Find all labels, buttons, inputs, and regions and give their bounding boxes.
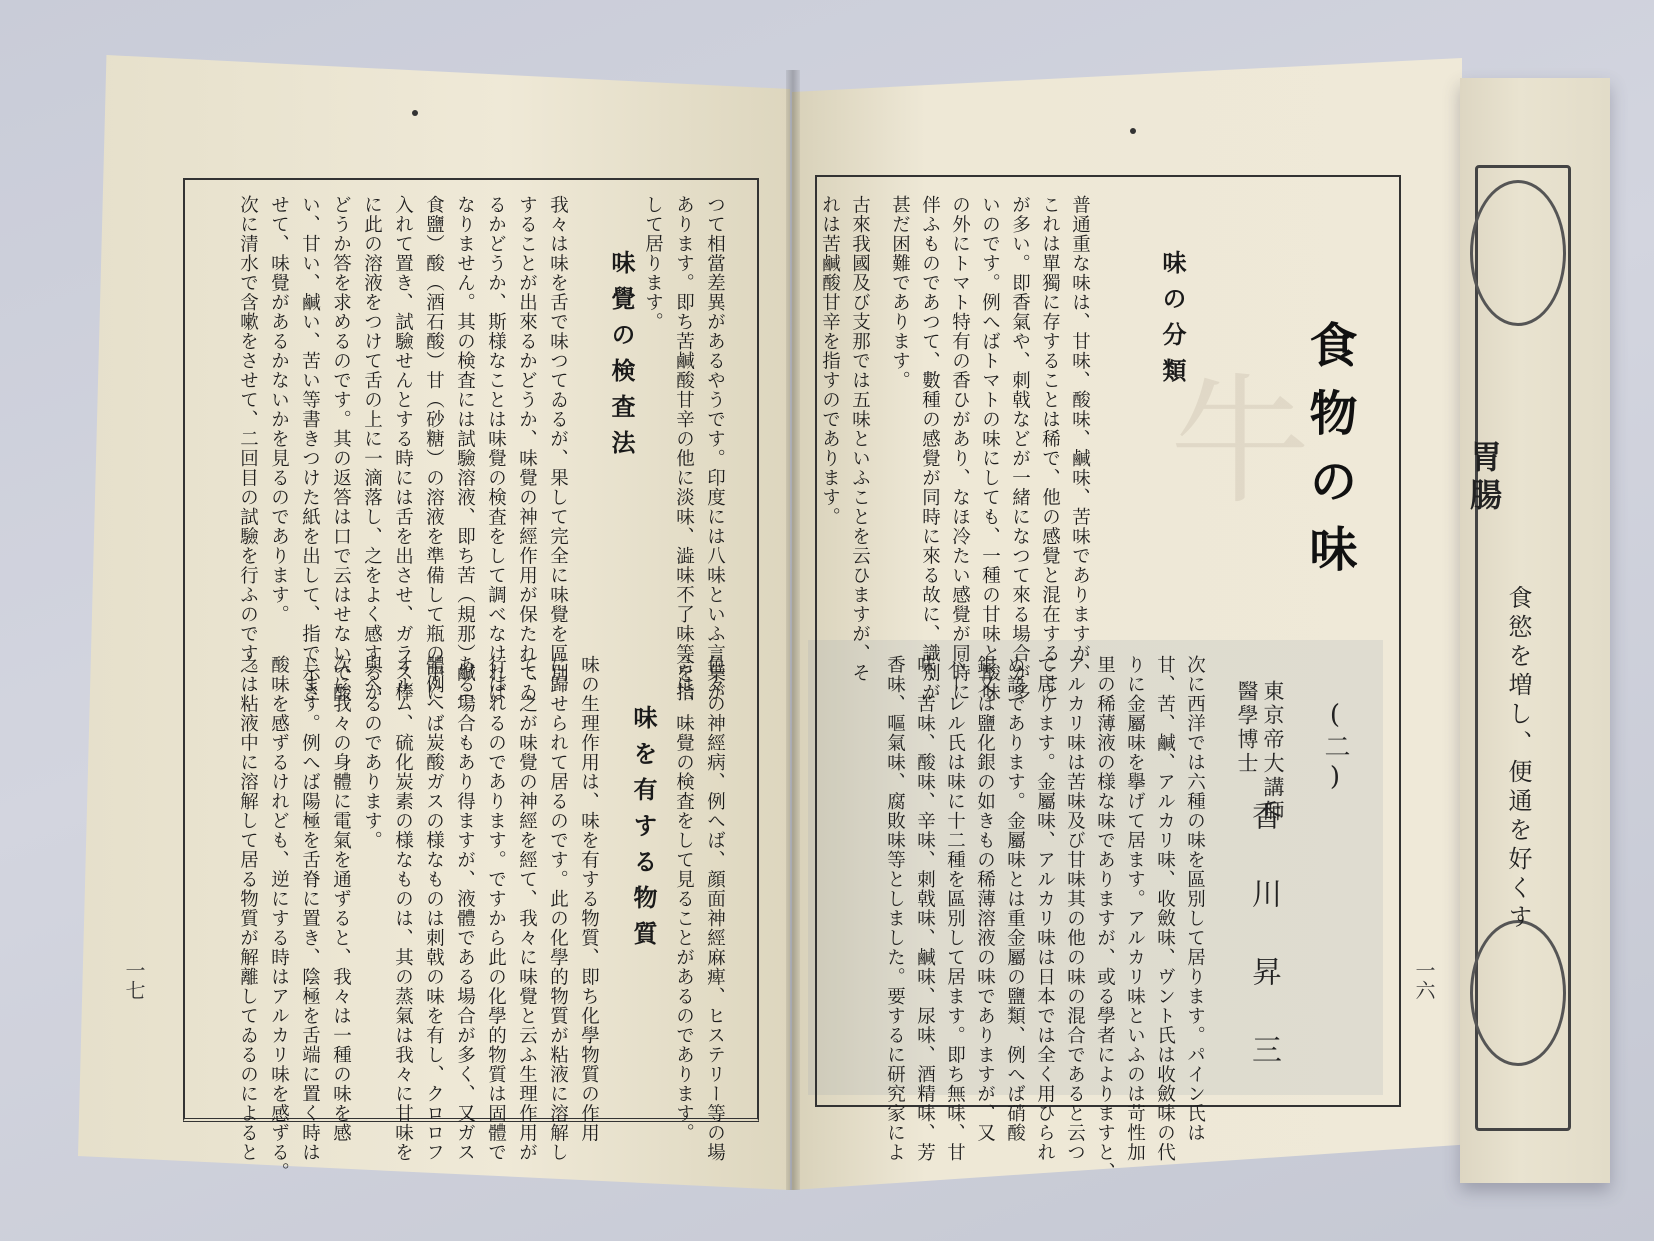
body-text-column: どうか答を求めるのです。其の返答は口で云はせないで酸 — [330, 195, 352, 702]
ink-spot — [1130, 128, 1136, 134]
body-text-column: れは苦鹹酸甘辛を指すのであります。 — [819, 195, 841, 527]
body-text-column: ある場合もあり得ますが、液體である場合が多く、又ガス — [454, 655, 476, 1162]
body-text-column: 食鹽）酸（酒石酸）甘（砂糖）の溶液を準備して瓶の中に — [423, 195, 445, 702]
body-text-column: つて相當差異があるやうです。印度には八味といふ言葉が — [704, 195, 726, 702]
body-text-column: これは單獨に存することは稀で、他の感覺と混在すること — [1039, 195, 1061, 702]
body-text-column: いのです。例へばトマトの味にしても、一種の甘味と酸味 — [979, 195, 1001, 702]
author-name: 香川昇三 — [1246, 800, 1281, 1112]
body-text-column: 普通重な味は、甘味、酸味、鹹味、苦味でありますが、 — [1069, 195, 1091, 683]
body-text-column: 銀又は鹽化銀の如きもの稀薄溶液の味でありますが、又 — [974, 655, 996, 1143]
body-text-column: て居ります。金屬味、アルカリ味は日本では全く用ひられ — [1034, 655, 1056, 1162]
body-text-column: 合は、味覺の検査をして見ることがあるのであります。 — [673, 655, 695, 1143]
body-text-column: 體例へば炭酸ガスの様なものは刺戟の味を有し、クロロフ — [423, 655, 445, 1162]
ad-ornament-bottom — [1470, 920, 1566, 1066]
body-text-column: 香味、嘔氣味、腐敗味等としました。要するに研究家によ — [884, 655, 906, 1162]
author-affiliation: 東京帝大講師 — [1261, 680, 1285, 824]
ad-brand: 胃腸 — [1465, 440, 1503, 516]
body-text-column: 與へるのであります。 — [361, 655, 383, 850]
title-part-number: (二) — [1320, 700, 1350, 795]
author-degree: 醫學博士 — [1235, 680, 1259, 776]
left-page-number: 一七 — [122, 960, 146, 1000]
body-text-column: が多い。即香氣や、刺戟などが一緒になつて來る場合が多 — [1009, 195, 1031, 702]
body-text-column: なりません。其の検査には試驗溶液、即ち苦（規那）鹹（ — [454, 195, 476, 702]
heading-taste-test: 味覺の検査法 — [607, 250, 636, 466]
ad-ornament-top — [1470, 180, 1566, 326]
body-text-column: 行はれるのであります。ですから此の化學的物質は固體で — [485, 655, 507, 1162]
body-text-column: アルカリ味は苦味及び甘味其の他の味の混合であると云つ — [1064, 655, 1086, 1162]
body-text-column: 味の生理作用は、味を有する物質、即ち化學物質の作用 — [578, 655, 600, 1143]
body-text-column: 古來我國及び支那では五味といふことを云ひますが、そ — [849, 195, 871, 683]
body-text-column: 之は粘液中に溶解して居る物質が解離してゐるのによると — [237, 655, 259, 1162]
body-text-column: 酸味を感ずるけれども、逆にする時はアルカリ味を感ずる。 — [268, 655, 290, 1182]
body-text-column: 次に我々の身體に電氣を通ずると、我々は一種の味を感 — [330, 655, 352, 1143]
body-text-column: 次に清水で含嗽をさせて、二回目の試驗を行ふのです。 — [237, 195, 259, 683]
body-text-column: に此の溶液をつけて舌の上に一滴落し、之をよく感するか — [361, 195, 383, 702]
body-text-column: 甘、苦、鹹、アルカリ味、收斂味、ヴント氏は收斂味の代 — [1154, 655, 1176, 1162]
article-title: 食物の味 — [1301, 320, 1357, 592]
body-text-column: の外にトマト特有の香ひがあり、なほ冷たい感覺が同時に — [949, 195, 971, 702]
body-text-column: 次に西洋では六種の味を區別して居ります。パイン氏は — [1184, 655, 1206, 1143]
body-text-column: 我々は味を舌で味つてゐるが、果して完全に味覺を區別 — [547, 195, 569, 683]
heading-taste-substance: 味を有する物質 — [629, 705, 658, 957]
body-text-column: じます。例へば陽極を舌脊に置き、陰極を舌端に置く時は — [299, 655, 321, 1162]
body-text-column: パーレル氏は味に十二種を區別して居ます。即ち無味、甘 — [944, 655, 966, 1162]
body-text-column: に歸せられて居るのです。此の化學的物質が粘液に溶解し — [547, 655, 569, 1162]
body-text-column: 味、苦味、酸味、辛味、刺戟味、鹹味、尿味、酒精味、芳 — [914, 655, 936, 1162]
book-gutter — [786, 70, 800, 1190]
body-text-column: することが出來るかどうか、味覺の神經作用が保たれてゐ — [516, 195, 538, 702]
body-text-column: 甚だ困難であります。 — [889, 195, 911, 390]
body-text-column: い、甘い、鹹い、苦い等書きつけた紙を出して、指で示さ — [299, 195, 321, 702]
body-text-column: して居ります。 — [642, 195, 664, 332]
body-text-column: あります。即ち苦鹹酸甘辛の他に淡味、澁味不了味等を指 — [673, 195, 695, 702]
body-text-column: オルム、硫化炭素の様なものは、其の蒸氣は我々に甘味を — [392, 655, 414, 1162]
body-text-column: ぬ語であります。金屬味とは重金屬の鹽類、例へば硝酸 — [1004, 655, 1026, 1143]
body-text-column: 入れて置き、試驗せんとする時には舌を出させ、ガラス棒 — [392, 195, 414, 702]
body-text-column: て、之が味覺の神經を經て、我々に味覺と云ふ生理作用が — [516, 655, 538, 1162]
show-through-glyph: 牛 — [1170, 361, 1311, 524]
heading-taste-classification: 味の分類 — [1158, 250, 1187, 394]
body-text-column: 里の稀薄液の様な味でありますが、或る學者によりますと、 — [1094, 655, 1116, 1182]
body-text-column: 伴ふものであつて、數種の感覺が同時に來る故に、識別が — [919, 195, 941, 702]
body-text-column: せて、味覺があるかないかを見るのであります。 — [268, 195, 290, 624]
body-text-column: るかどうか、斯様なことは味覺の検査をして調べなければ — [485, 195, 507, 702]
body-text-column: りに金屬味を擧げて居ます。アルカリ味といふのは苛性加 — [1124, 655, 1146, 1162]
right-page-number: 一六 — [1412, 960, 1436, 1000]
ink-spot — [412, 110, 418, 116]
body-text-column: 色々の神經病、例へば、顔面神經麻痺、ヒステリー等の場 — [704, 655, 726, 1162]
ad-slogan: 食慾を増し、便通を好くす — [1504, 585, 1532, 933]
